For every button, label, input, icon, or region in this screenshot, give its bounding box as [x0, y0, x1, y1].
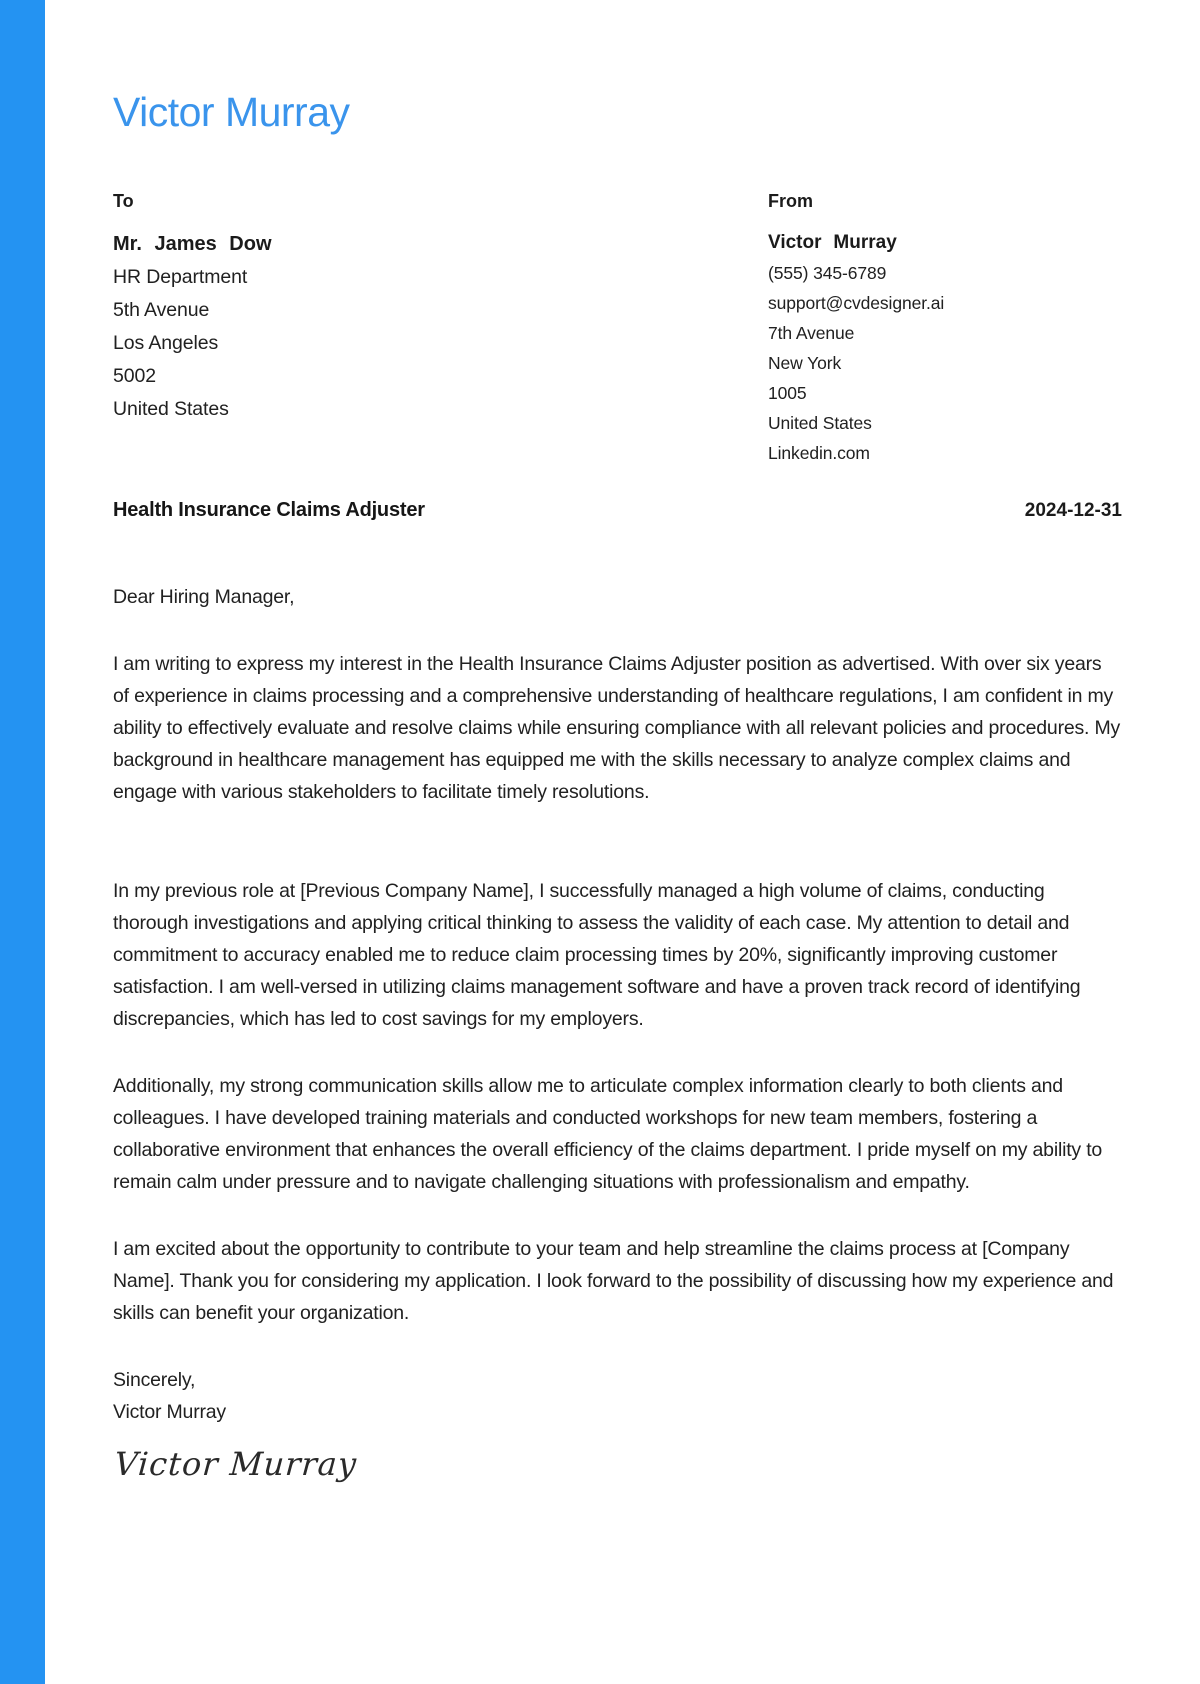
page-title: Victor Murray	[113, 89, 350, 135]
letter-content	[113, 0, 1122, 1486]
subject-row	[113, 498, 1122, 523]
recipient-label: To	[113, 191, 134, 211]
body-paragraph-3: Additionally, my strong communication skills allow me to articulate complex information clearly to both clients and colleagues. I have developed training materials and conducted workshops for new team members, fostering a collaborative environment that enhances the overall efficiency of the claims department. I pride myself on my ability to remain calm under pressure and to navigate challenging situations with professionalism and empathy.	[113, 1075, 1103, 1193]
sender-phone: (555) 345-6789	[768, 263, 887, 283]
sender-block	[768, 190, 1122, 468]
body-paragraph-2: In my previous role at [Previous Company Name], I successfully managed a high volume of claims, conducting thorough investigations and applying critical thinking to assess the validity of each case. My attention to detail and commitment to accuracy enabled me to reduce claim processing times by 20%, significantly improving customer satisfaction. I am well-versed in utilizing claims management software and have a proven track record of identifying discrepancies, which has led to cost savings for my employers.	[113, 880, 1081, 1030]
sender-name: Victor Murray	[768, 232, 897, 253]
sender-country: United States	[768, 413, 872, 433]
recipient-block	[113, 190, 768, 426]
accent-stripe	[0, 0, 45, 1684]
sender-street: 7th Avenue	[768, 323, 855, 343]
handwritten-signature: Victor Murray	[113, 1445, 359, 1483]
sender-postal-code: 1005	[768, 383, 807, 403]
sender-label: From	[768, 191, 813, 211]
closing: Sincerely,	[113, 1369, 196, 1391]
signature-block	[113, 1364, 1122, 1486]
sender-email: support@cvdesigner.ai	[768, 293, 945, 313]
body-paragraph-1: I am writing to express my interest in the Health Insurance Claims Adjuster position as advertised. With over six years of experience in claims processing and a comprehensive understanding of healthcare regulations, I am confident in my ability to effectively evaluate and resolve claims while ensuring compliance with all relevant policies and procedures. My background in healthcare management has equipped me with the skills necessary to analyze complex claims and engage with various stakeholders to facilitate timely resolutions.	[113, 653, 1121, 803]
signed-name: Victor Murray	[113, 1401, 226, 1423]
sender-linkedin: Linkedin.com	[768, 443, 870, 463]
recipient-city: Los Angeles	[113, 332, 219, 354]
salutation: Dear Hiring Manager,	[113, 586, 295, 608]
sender-city: New York	[768, 353, 842, 373]
recipient-street: 5th Avenue	[113, 299, 210, 321]
recipient-postal-code: 5002	[113, 365, 156, 387]
recipient-country: United States	[113, 398, 229, 420]
letter-date: 2024-12-31	[1024, 500, 1122, 521]
body-paragraph-4: I am excited about the opportunity to contribute to your team and help streamline the claims process at [Company Name]. Thank you for considering my application. I look forward to the possibility of discussing how my experience and skills can benefit your organization.	[113, 1238, 1114, 1324]
address-section	[113, 190, 1122, 468]
recipient-department: HR Department	[113, 266, 248, 288]
recipient-name: Mr. James Dow	[113, 233, 272, 255]
subject-title: Health Insurance Claims Adjuster	[113, 499, 425, 521]
